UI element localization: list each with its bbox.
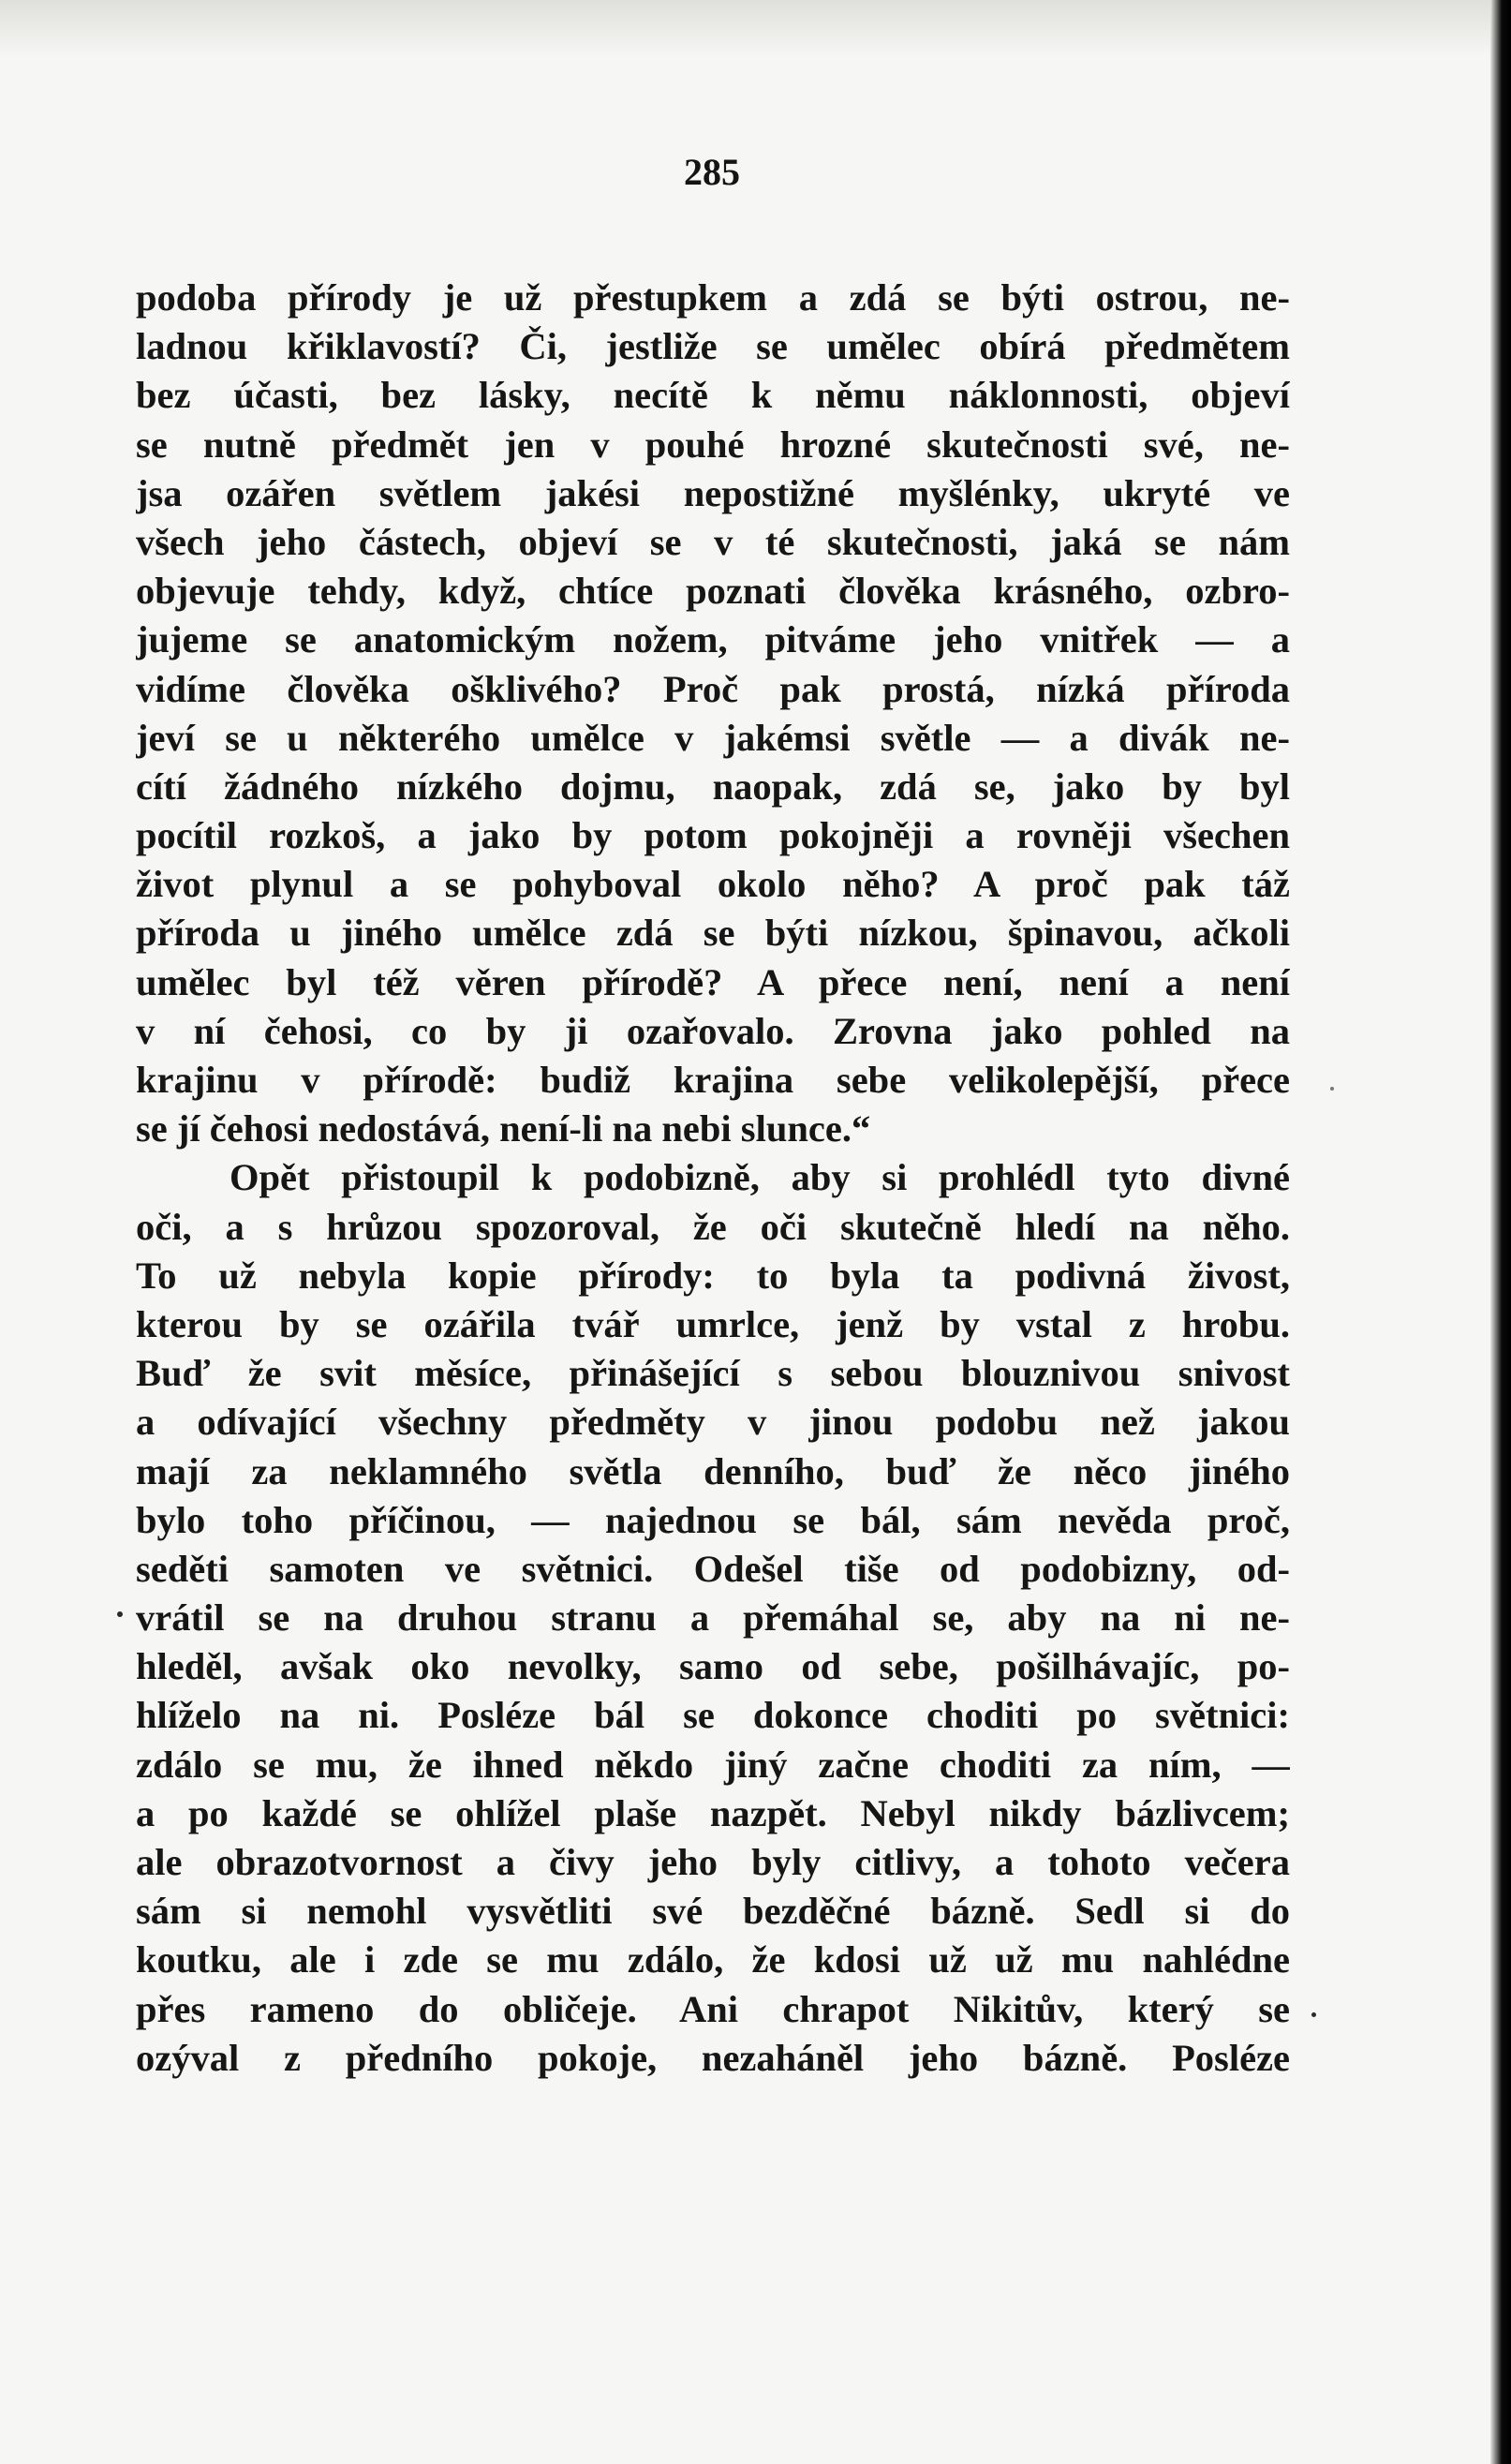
paragraph-start-line: Opět přistoupil k podobizně, aby si prohlédl tyto divné: [230, 1156, 1290, 1199]
text-line: a odívající všechny předměty v jinou podobu než jakou: [136, 1401, 1290, 1444]
text-line: jsa ozářen světlem jakési nepostižné myšlénky, ukryté ve: [136, 471, 1290, 514]
print-speck: [1330, 1087, 1334, 1091]
text-line: ale obrazotvornost a čivy jeho byly citlivy, a tohoto večera: [136, 1841, 1290, 1883]
text-line: jujeme se anatomickým nožem, pitváme jeho vnitřek — a: [136, 618, 1290, 661]
text-line: hleděl, avšak oko nevolky, samo od sebe, pošilhávajíc, po-: [136, 1645, 1290, 1688]
text-line: objevuje tehdy, když, chtíce poznati člověka krásného, ozbro-: [136, 570, 1290, 613]
text-line: umělec byl též věren přírodě? A přece není, není a není: [136, 960, 1290, 1003]
text-line: podoba přírody je už přestupkem a zdá se býti ostrou, ne-: [136, 276, 1290, 319]
text-line: hlíželo na ni. Posléze bál se dokonce choditi po světnici:: [136, 1694, 1290, 1737]
text-line: ladnou křiklavostí? Či, jestliže se umělec obírá předmětem: [136, 325, 1290, 368]
text-line: bez účasti, bez lásky, necítě k němu náklonnosti, objeví: [136, 374, 1290, 417]
print-speck: [1311, 2012, 1316, 2017]
page-top-shading: [0, 0, 1511, 56]
text-line: mají za neklamného světla denního, buď že něco jiného: [136, 1449, 1290, 1492]
text-line: život plynul a se pohyboval okolo něho? A proč pak táž: [136, 863, 1290, 906]
text-line: zdálo se mu, že ihned někdo jiný začne choditi za ním, —: [136, 1743, 1290, 1786]
text-line: sám si nemohl vysvětliti své bezděčné bázně. Sedl si do: [136, 1890, 1290, 1933]
text-line: všech jeho částech, objeví se v té skutečnosti, jaká se nám: [136, 520, 1290, 563]
text-line: a po každé se ohlížel plaše nazpět. Nebyl nikdy bázlivcem;: [136, 1791, 1290, 1834]
text-line: vrátil se na druhou stranu a přemáhal se, aby na ni ne-: [136, 1596, 1290, 1640]
paragraph-end-line: se jí čehosi nedostává, není-li na nebi slunce.“: [136, 1107, 871, 1150]
page-binding-edge: [1490, 0, 1511, 2464]
text-line: cítí žádného nízkého dojmu, naopak, zdá se, jako by byl: [136, 764, 1290, 808]
text-line: kterou by se ozářila tvář umrlce, jenž by vstal z hrobu.: [136, 1302, 1290, 1345]
text-line: koutku, ale i zde se mu zdálo, že kdosi už už mu nahlédne: [136, 1938, 1290, 1982]
text-line: Buď že svit měsíce, přinášející s sebou blouznivou snivost: [136, 1352, 1290, 1395]
text-line: oči, a s hrůzou spozoroval, že oči skutečně hledí na něho.: [136, 1205, 1290, 1248]
text-line: přes rameno do obličeje. Ani chrapot Nikitův, který se: [136, 1987, 1290, 2030]
text-line: pocítil rozkoš, a jako by potom pokojněji a rovněji všechen: [136, 814, 1290, 857]
print-speck: [117, 1611, 123, 1617]
text-line: příroda u jiného umělce zdá se býti nízkou, špinavou, ačkoli: [136, 912, 1290, 955]
text-line: krajinu v přírodě: budiž krajina sebe velikolepější, přece: [136, 1059, 1290, 1101]
text-line: To už nebyla kopie přírody: to byla ta podivná živost,: [136, 1254, 1290, 1297]
body-text: [136, 274, 1290, 2083]
text-line: vidíme člověka ošklivého? Proč pak prostá, nízká příroda: [136, 667, 1290, 710]
text-line: se nutně předmět jen v pouhé hrozné skutečnosti své, ne-: [136, 423, 1290, 466]
page-number: 285: [684, 151, 740, 193]
text-line: seděti samoten ve světnici. Odešel tiše od podobizny, od-: [136, 1547, 1290, 1590]
text-line: ozýval z předního pokoje, nezaháněl jeho bázně. Posléze: [136, 2036, 1290, 2079]
text-line: v ní čehosi, co by ji ozařovalo. Zrovna jako pohled na: [136, 1009, 1290, 1052]
text-line: bylo toho příčinou, — najednou se bál, sám nevěda proč,: [136, 1498, 1290, 1541]
text-line: jeví se u některého umělce v jakémsi světle — a divák ne-: [136, 716, 1290, 759]
